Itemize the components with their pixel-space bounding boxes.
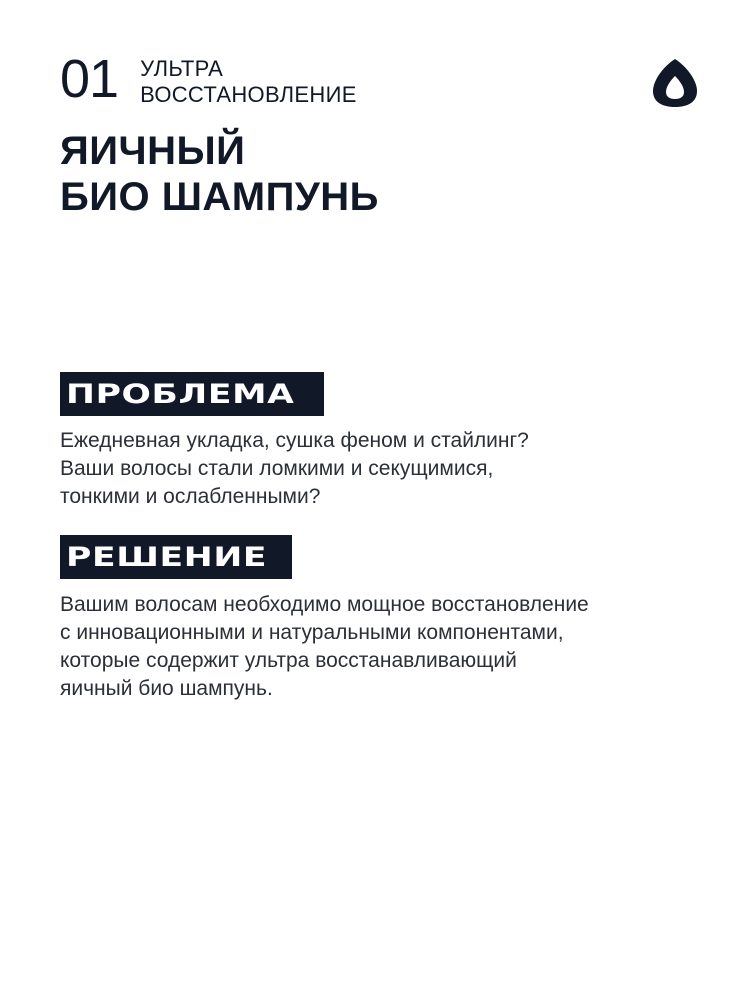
drop-logo-icon [652,58,698,108]
subtitle-line-1: УЛЬТРА [140,56,224,81]
solution-line-4: яичный био шампунь. [60,677,273,700]
solution-line-2: с инновационными и натуральными компонентами, [60,621,564,644]
subtitle [140,56,357,108]
solution-line-3: которые содержит ультра восстанавливающий [60,649,517,672]
problem-line-2: Ваши волосы стали ломкими и секущимися, [60,457,494,480]
problem-text [60,427,700,511]
solution-label-text: РЕШЕНИЕ [66,541,268,573]
section-number: 01 [60,49,119,109]
subtitle-line-2: ВОССТАНОВЛЕНИЕ [140,82,357,107]
title-line-2: БИО ШАМПУНЬ [60,175,379,219]
solution-text [60,591,700,703]
problem-label-text: ПРОБЛЕМА [66,378,295,410]
header [60,49,357,109]
problem-line-1: Ежедневная укладка, сушка феном и стайлинг? [60,429,529,452]
problem-line-3: тонкими и ослабленными? [60,485,321,508]
product-title [60,128,379,220]
solution-line-1: Вашим волосам необходимо мощное восстановление [60,593,589,616]
problem-label [60,372,324,416]
solution-label [60,535,292,579]
title-line-1: ЯИЧНЫЙ [60,129,246,173]
